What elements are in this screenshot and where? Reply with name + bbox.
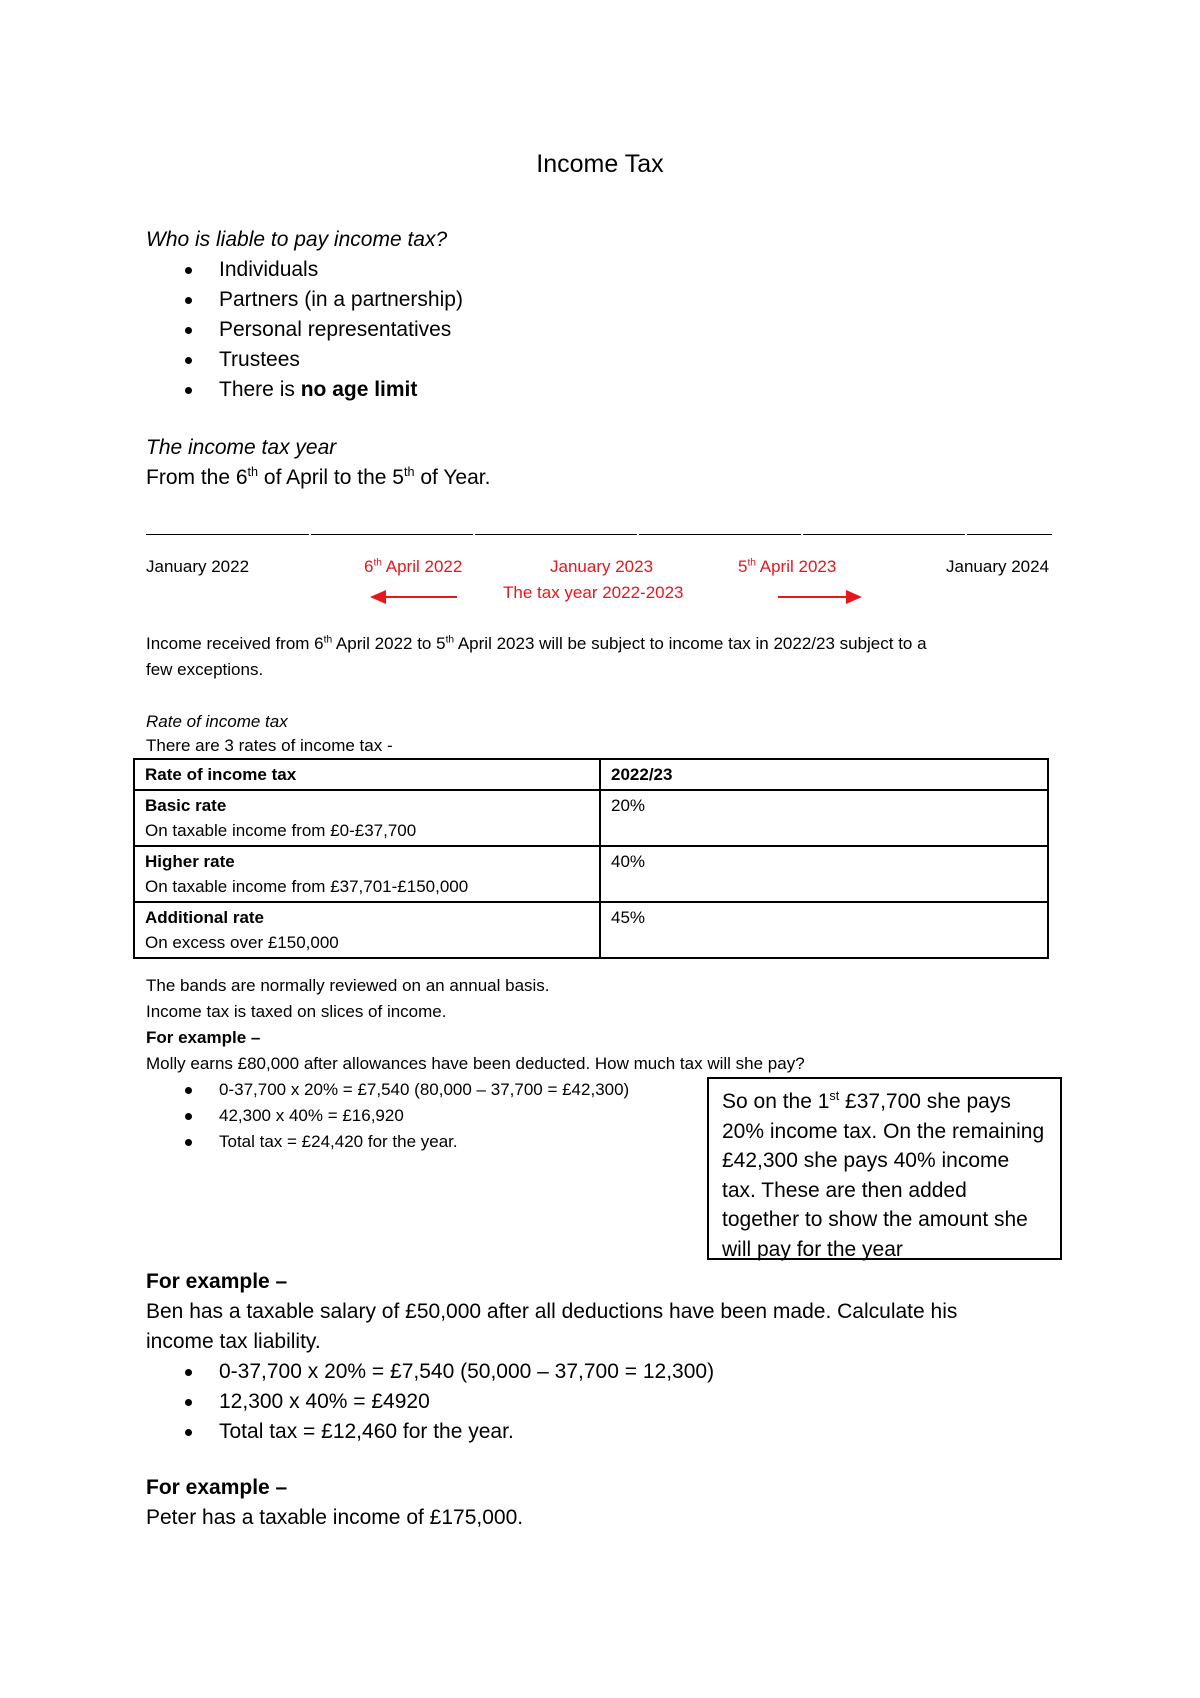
list-item: There is no age limit: [146, 375, 463, 405]
list-item: Total tax = £12,460 for the year.: [146, 1417, 714, 1447]
timeline-apr-2023: 5th April 2023: [738, 557, 837, 576]
table-header-row: [134, 759, 1048, 790]
bullet-icon: [185, 357, 192, 364]
example-1-question: Molly earns £80,000 after allowances have been deducted. How much tax will she pay?: [146, 1054, 805, 1073]
table-row: [134, 846, 1048, 902]
rate-value: 45%: [600, 902, 1048, 958]
rates-heading: Rate of income tax: [146, 712, 288, 731]
explanation-note-box: So on the 1st £37,700 she pays 20% income tax. On the remaining £42,300 she pays 40% income tax. These are then added together to show the amount she will pay for the year: [707, 1077, 1062, 1260]
list-item: 0-37,700 x 20% = £7,540 (50,000 – 37,700 = 12,300): [146, 1357, 714, 1387]
slices-text: Income tax is taxed on slices of income.: [146, 1002, 447, 1021]
rate-desc: On taxable income from £0-£37,700: [145, 821, 417, 840]
example-1-label: For example –: [146, 1028, 261, 1047]
bullet-icon: [185, 1429, 192, 1436]
rates-intro: There are 3 rates of income tax -: [146, 736, 393, 755]
list-item: Trustees: [146, 345, 463, 375]
example-1-steps: [146, 1077, 629, 1155]
list-item: Partners (in a partnership): [146, 285, 463, 315]
rate-desc: On excess over £150,000: [145, 933, 339, 952]
liable-list: [146, 255, 463, 405]
rate-desc: On taxable income from £37,701-£150,000: [145, 877, 469, 896]
example-2-question-line-2: income tax liability.: [146, 1330, 321, 1353]
tax-year-label: The tax year 2022-2023: [503, 583, 684, 602]
bullet-icon: [185, 1087, 192, 1094]
list-item: Total tax = £24,420 for the year.: [146, 1129, 629, 1155]
list-item: 12,300 x 40% = £4920: [146, 1387, 714, 1417]
rate-name: Basic rate: [145, 796, 227, 815]
example-2-steps: [146, 1357, 714, 1447]
bullet-icon: [185, 1369, 192, 1376]
header-rate: Rate of income tax: [134, 759, 600, 790]
bullet-icon: [185, 1139, 192, 1146]
bullet-icon: [185, 297, 192, 304]
timeline-jan-2023: January 2023: [550, 557, 654, 576]
page-title: Income Tax: [536, 150, 664, 178]
rate-name: Higher rate: [145, 852, 235, 871]
list-item: Individuals: [146, 255, 463, 285]
timeline-apr-2022: 6th April 2022: [364, 557, 463, 576]
tax-year-heading: The income tax year: [146, 436, 337, 459]
list-item: 42,300 x 40% = £16,920: [146, 1103, 629, 1129]
rate-name: Additional rate: [145, 908, 265, 927]
bullet-icon: [185, 267, 192, 274]
list-item: 0-37,700 x 20% = £7,540 (80,000 – 37,700 = £42,300): [146, 1077, 629, 1103]
tax-year-definition: From the 6th of April to the 5th of Year.: [146, 465, 491, 489]
liable-heading: Who is liable to pay income tax?: [146, 228, 448, 251]
bullet-icon: [185, 387, 192, 394]
bullet-icon: [185, 327, 192, 334]
bands-text: The bands are normally reviewed on an annual basis.: [146, 976, 550, 995]
rate-value: 40%: [600, 846, 1048, 902]
rate-value: 20%: [600, 790, 1048, 846]
timeline-jan-2022: January 2022: [146, 557, 250, 576]
example-2-question-line-1: Ben has a taxable salary of £50,000 after all deductions have been made. Calculate his: [146, 1300, 958, 1323]
list-item: Personal representatives: [146, 315, 463, 345]
table-row: [134, 790, 1048, 846]
example-3-question: Peter has a taxable income of £175,000.: [146, 1506, 524, 1529]
bullet-icon: [185, 1113, 192, 1120]
example-3-label: For example –: [146, 1476, 288, 1499]
bullet-icon: [185, 1399, 192, 1406]
rates-table: [133, 758, 1049, 959]
example-2-label: For example –: [146, 1270, 288, 1293]
income-note-line-1: Income received from 6th April 2022 to 5th April 2023 will be subject to income tax in 2022/23 subject to a: [146, 634, 927, 653]
header-year: 2022/23: [600, 759, 1048, 790]
timeline-jan-2024: January 2024: [946, 557, 1050, 576]
table-row: [134, 902, 1048, 958]
income-note-line-2: few exceptions.: [146, 660, 264, 679]
